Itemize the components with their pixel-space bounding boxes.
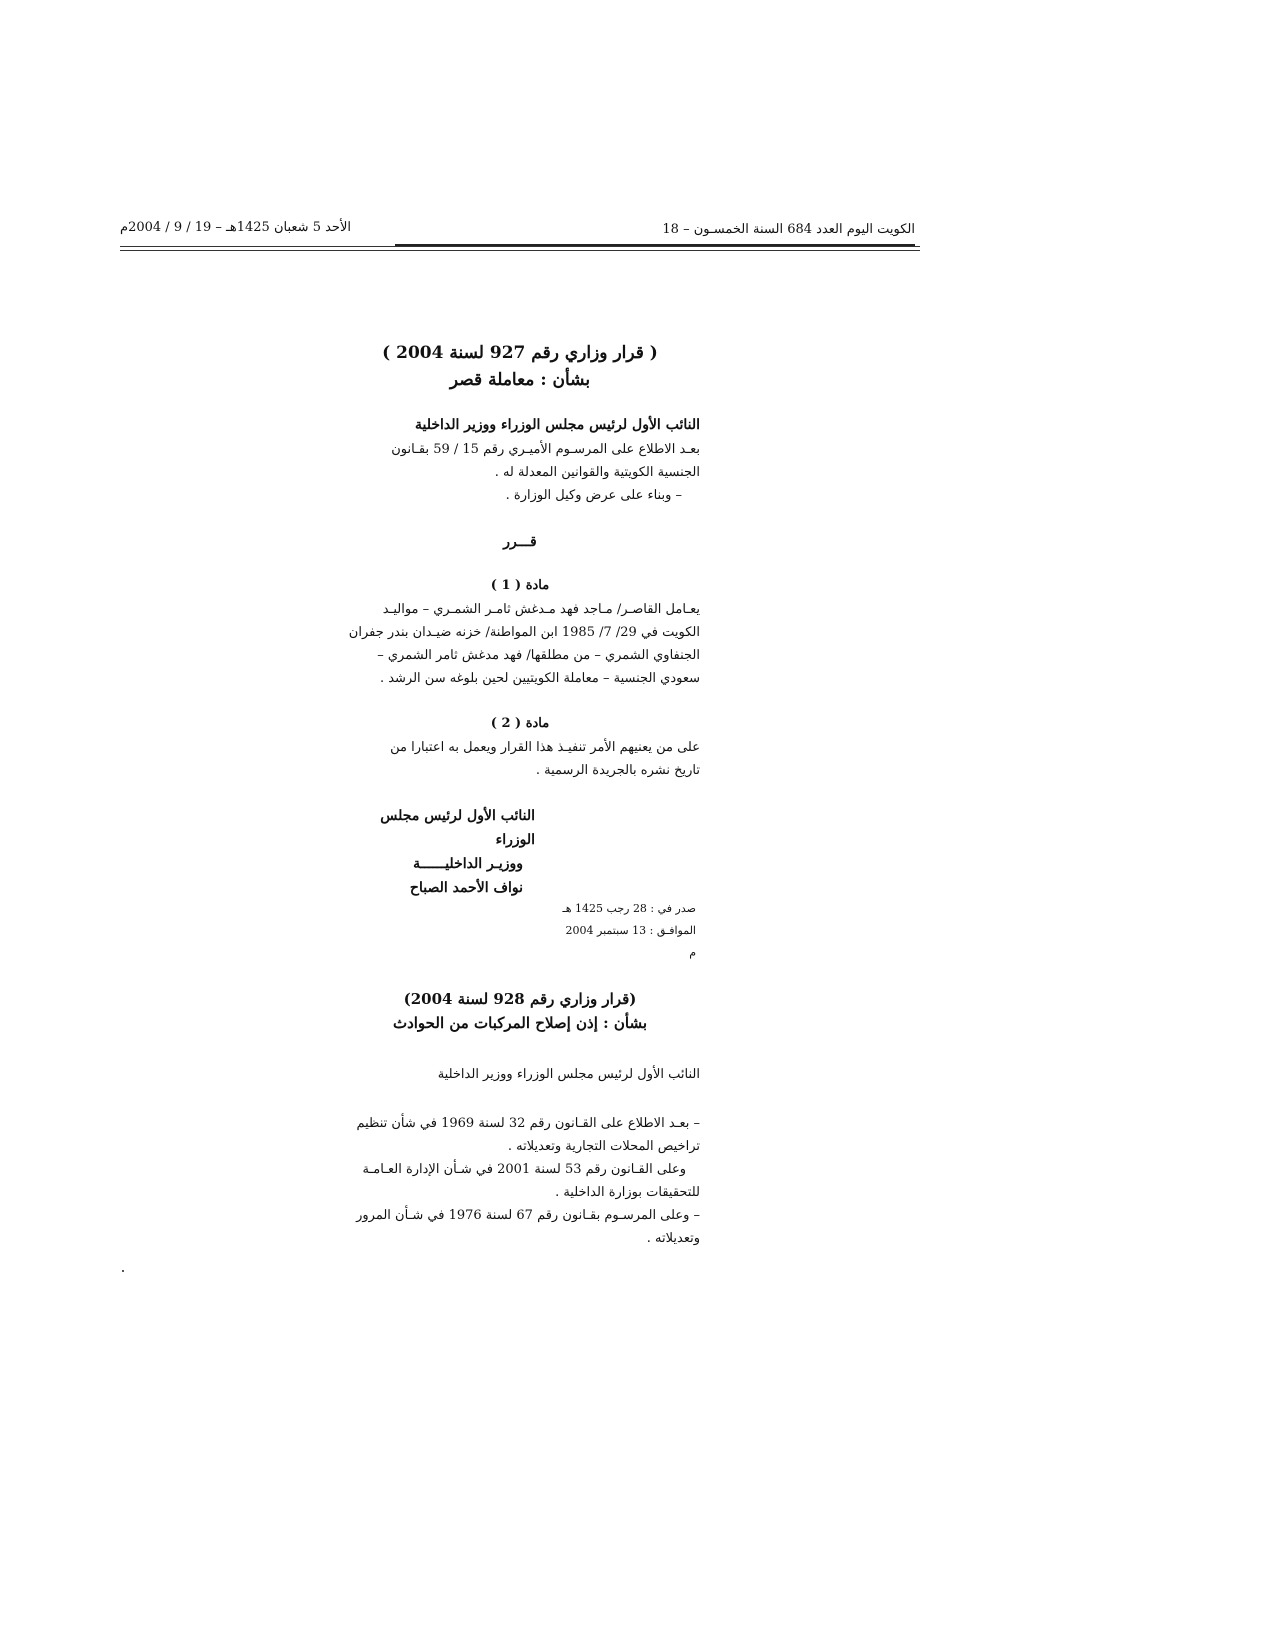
decree1-article1-heading: مادة ( 1 ) <box>490 578 550 593</box>
decree1-article1-line1: يعـامل القاصـر/ مـاجد فهد مـدغش ثامـر الشمـري – مواليـد <box>382 602 700 617</box>
header-issue-info: الكويت اليوم العدد 684 السنة الخمسـون – 18 <box>662 222 915 237</box>
decree1-decided: قـــرر <box>503 534 537 550</box>
scan-speck <box>122 1270 124 1272</box>
header-date: الأحد 5 شعبان 1425هـ – 19 / 9 / 2004م <box>120 220 351 235</box>
decree2-line4: للتحقيقات بوزارة الداخلية . <box>555 1185 700 1200</box>
decree1-signatory-line2: ووزيـر الداخليــــــة <box>413 856 523 872</box>
decree1-article1-line4: سعودي الجنسية – معاملة الكويتيين لحين بلوغه سن الرشد . <box>379 671 700 686</box>
decree1-preamble-line1: بعـد الاطلاع على المرسـوم الأميـري رقم 15 / 59 بقـانون <box>391 442 700 457</box>
decree1-article1-line3: الجنفاوي الشمري – من مطلقها/ فهد مدغش ثامر الشمري – <box>377 648 700 663</box>
decree1-article2-line2: تاريخ نشره بالجريدة الرسمية . <box>535 763 700 778</box>
decree1-article1-body <box>340 598 700 690</box>
decree2-line5: – وعلى المرسـوم بقـانون رقم 67 لسنة 1976 في شـأن المرور <box>356 1208 700 1223</box>
decree2-title: (قرار وزاري رقم 928 لسنة 2004) <box>403 990 637 1008</box>
decree1-article1-line2: الكويت في 29/ 7/ 1985 ابن المواطنة/ خزنه ضيـدان بندر جفران <box>348 625 700 640</box>
decree2-line1: – بعـد الاطلاع على القـانون رقم 32 لسنة 1969 في شأن تنظيم <box>356 1116 700 1131</box>
decree1-corresponding: الموافـق : 13 سبتمبر 2004 م <box>565 924 696 959</box>
decree1-title: ( قرار وزاري رقم 927 لسنة 2004 ) <box>382 343 658 363</box>
decree2-preamble <box>340 1112 700 1250</box>
decree1-subject: بشأن : معاملة قصر <box>449 370 591 390</box>
header-rule-thin-bottom <box>120 250 920 251</box>
header-rule-thin-top <box>120 246 920 247</box>
decree2-line3: وعلى القـانون رقم 53 لسنة 2001 في شـأن الإدارة العـامـة <box>362 1162 686 1177</box>
decree1-signatory-line1: النائب الأول لرئيس مجلس الوزراء <box>380 808 535 848</box>
decree1-dates <box>556 898 696 964</box>
decree2-line6: وتعديلاته . <box>646 1231 700 1246</box>
decree2-subject: بشأن : إذن إصلاح المركبات من الحوادث <box>392 1014 648 1032</box>
decree1-issuer: النائب الأول لرئيس مجلس الوزراء ووزير الداخلية <box>414 417 700 433</box>
decree1-signatory-line3: نواف الأحمد الصباح <box>409 880 523 896</box>
decree1-article2-body <box>340 736 700 782</box>
decree1-preamble <box>340 438 700 507</box>
decree2-line2: تراخيص المحلات التجارية وتعديلاته . <box>507 1139 700 1154</box>
decree1-preamble-line3: – وبناء على عرض وكيل الوزارة . <box>505 488 682 503</box>
decree1-preamble-line2: الجنسية الكويتية والقوانين المعدلة له . <box>494 465 700 480</box>
decree1-article2-line1: على من يعنيهم الأمر تنفيـذ هذا القرار ويعمل به اعتبارا من <box>390 740 700 755</box>
decree1-article2-heading: مادة ( 2 ) <box>490 716 550 731</box>
decree1-signatory <box>340 804 535 900</box>
decree2-issuer: النائب الأول لرئيس مجلس الوزراء ووزير الداخلية <box>437 1067 700 1082</box>
decree1-issued-on: صدر في : 28 رجب 1425 هـ <box>562 902 696 915</box>
